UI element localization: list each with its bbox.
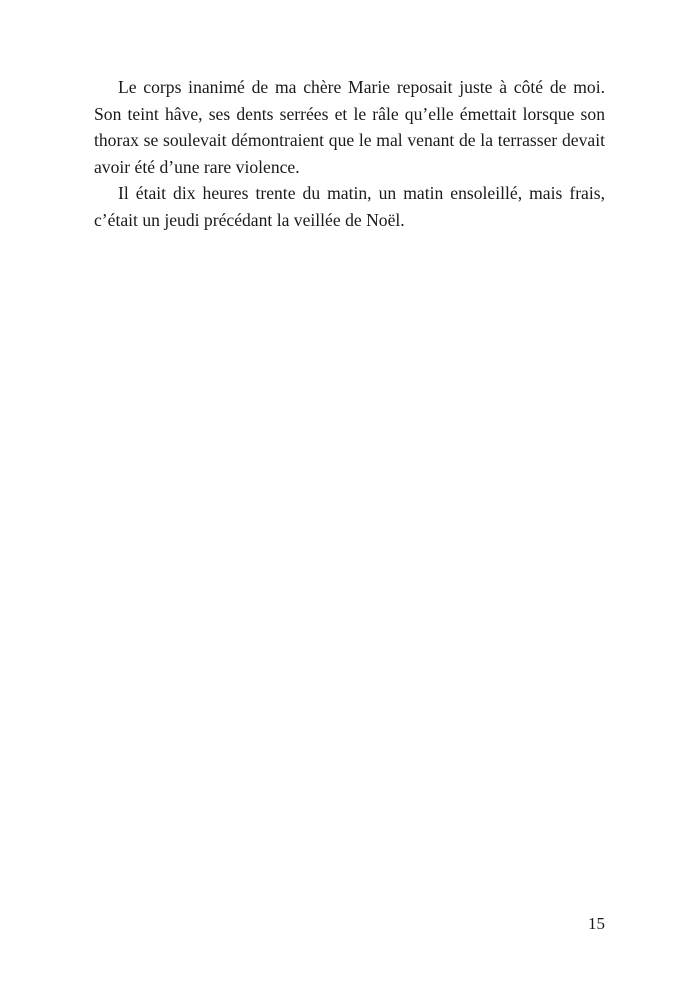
body-text: [94, 74, 605, 233]
page-number: 15: [588, 914, 605, 933]
paragraph-1: Le corps inanimé de ma chère Marie reposait juste à côté de moi. Son teint hâve, ses dents serrées et le râle qu’elle émettait lorsque son thorax se soulevait démontraient que le mal venant de la terrasser devait avoir été d’une rare violence.: [94, 77, 605, 177]
paragraph-2: Il était dix heures trente du matin, un matin ensoleillé, mais frais, c’était un jeudi précédant la veillée de Noël.: [94, 183, 605, 230]
